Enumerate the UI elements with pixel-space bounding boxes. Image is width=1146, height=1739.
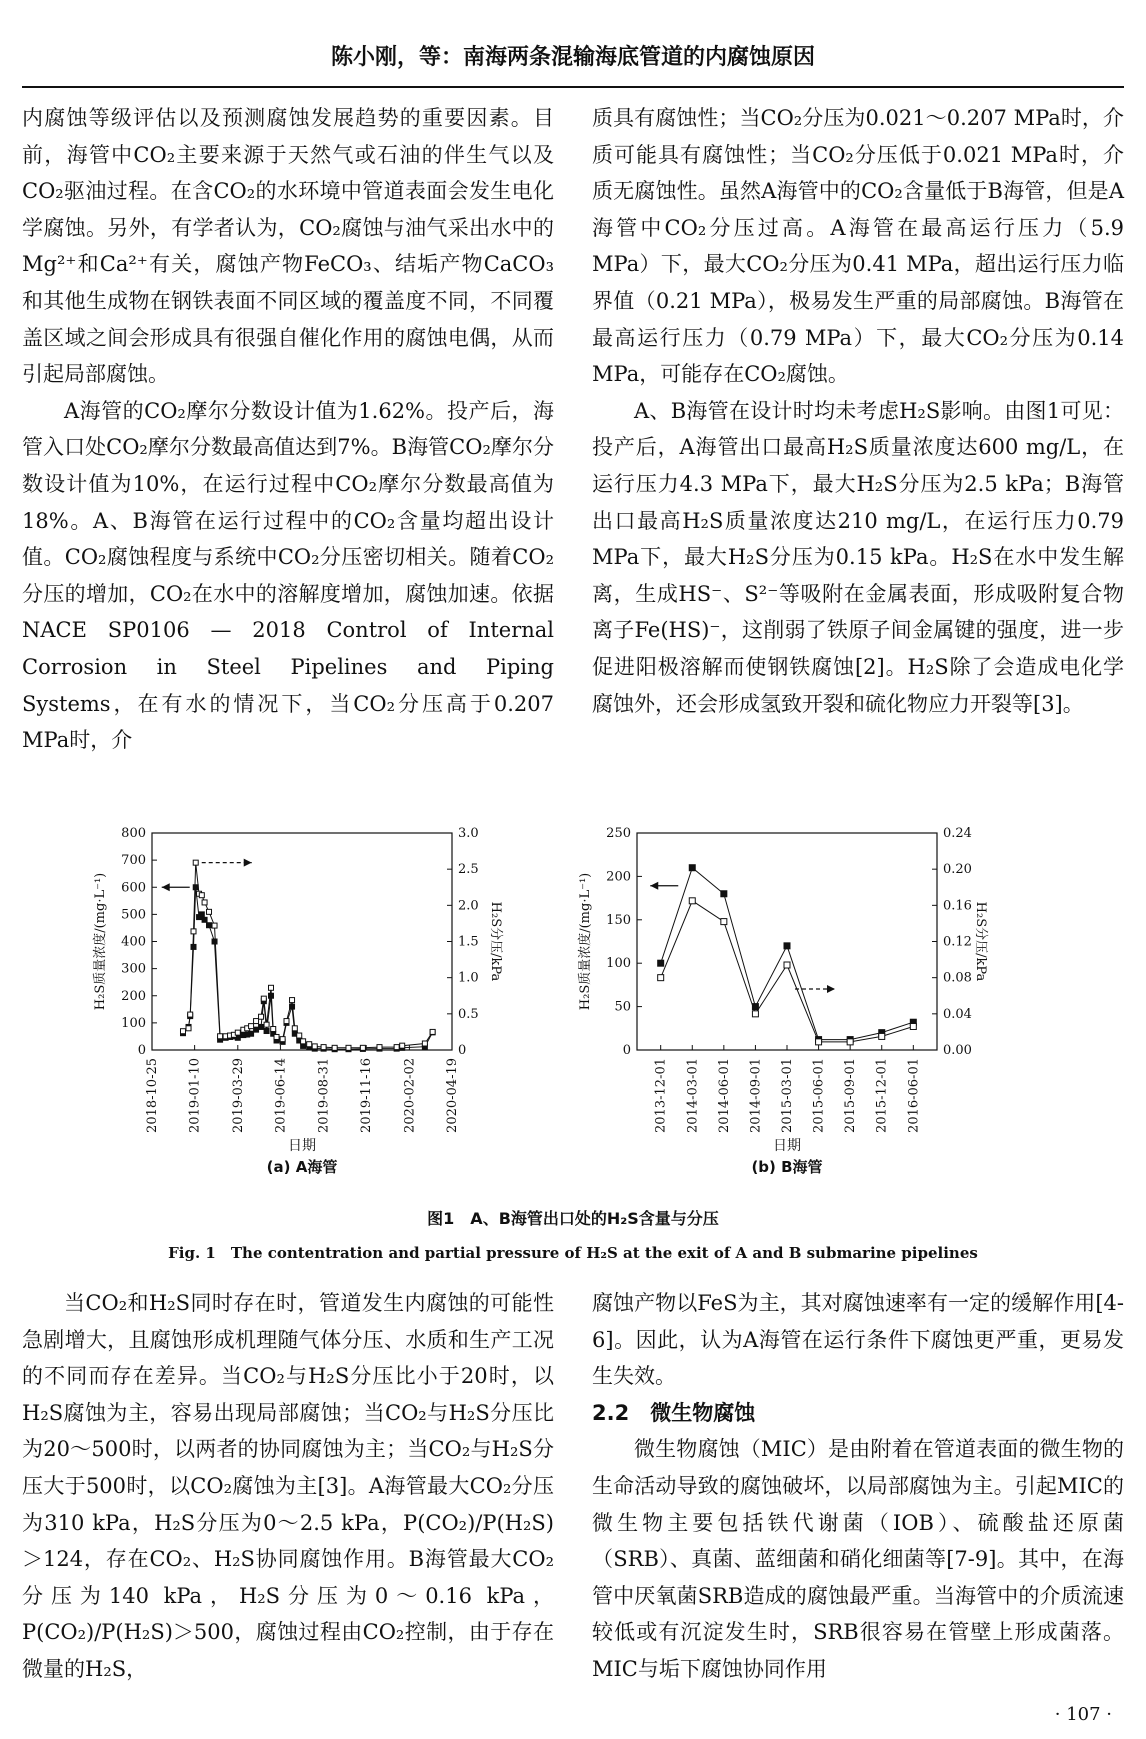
data-point	[180, 1029, 185, 1034]
x-axis-label: 日期	[773, 1138, 801, 1154]
data-point	[307, 1042, 312, 1047]
paragraph: 腐蚀产物以FeS为主，其对腐蚀速率有一定的缓解作用[4-6]。因此，认为A海管在运行条件下腐蚀更严重，更易发生失效。	[592, 1291, 1124, 1389]
left-axis-arrow-head	[650, 882, 658, 890]
running-header: 陈小刚，等：南海两条混输海底管道的内腐蚀原因	[330, 44, 815, 70]
chart-subtitle: (a) A海管	[266, 1158, 338, 1176]
left-axis-tick-label: 0	[137, 1043, 146, 1058]
data-point	[847, 1039, 853, 1045]
series-line	[661, 868, 914, 1040]
data-point	[816, 1039, 822, 1045]
x-axis-tick-label: 2020-02-02	[402, 1058, 418, 1133]
x-axis-tick-label: 2013-12-01	[653, 1058, 669, 1133]
data-point	[212, 939, 217, 944]
data-point	[264, 1029, 269, 1034]
x-axis-tick-label: 2015-09-01	[843, 1058, 859, 1133]
right-axis-tick-label: 0.24	[943, 826, 972, 841]
data-point	[290, 998, 295, 1003]
left-axis-tick-label: 400	[121, 934, 146, 950]
x-axis-tick-label: 2014-06-01	[716, 1058, 732, 1133]
right-axis-label: H₂S分压/kPa	[488, 901, 503, 982]
data-point	[658, 975, 664, 981]
data-point	[400, 1043, 405, 1048]
data-point	[186, 1026, 191, 1031]
data-point	[346, 1045, 351, 1050]
data-point	[752, 1011, 758, 1017]
data-point	[202, 900, 207, 905]
paragraph: 质具有腐蚀性；当CO₂分压为0.021～0.207 MPa时，介质可能具有腐蚀性；当CO₂分压低于0.021 MPa时，介质无腐蚀性。虽然A海管中的CO₂含量低于B海管，但是A海管中CO₂分压过高。A海管在最高运行压力（5.9 MPa）下，最大CO₂分压为0.41 MPa，超出运行压力临界值（0.21 MPa），极易发生严重的局部腐蚀。B海管在最高运行压力（0.79 MPa）下，最大CO₂分压为0.14 MPa，可能存在CO₂腐蚀。	[592, 106, 1124, 387]
left-axis-tick-label: 200	[606, 869, 631, 885]
data-point	[360, 1045, 365, 1050]
data-point	[218, 1034, 223, 1039]
x-axis-tick-label: 2019-11-16	[359, 1058, 375, 1133]
left-axis-label: H₂S质量浓度/(mg·L⁻¹)	[578, 872, 593, 1011]
data-point	[301, 1039, 306, 1044]
page-number: · 107 ·	[1054, 1704, 1112, 1725]
left-axis-tick-label: 500	[121, 907, 146, 923]
left-axis-tick-label: 200	[121, 988, 146, 1004]
left-axis-tick-label: 0	[622, 1043, 631, 1058]
data-point	[199, 912, 204, 917]
body-top-right-column	[592, 100, 1124, 722]
data-point	[321, 1045, 326, 1050]
body-top-left-column	[22, 100, 554, 759]
right-axis-tick-label: 1.5	[458, 934, 479, 950]
paragraph: A海管的CO₂摩尔分数设计值为1.62%。投产后，海管入口处CO₂摩尔分数最高值达到7%。B海管CO₂摩尔分数设计值为10%，在运行过程中CO₂摩尔分数最高值为18%。A、B海管在运行过程中的CO₂含量均超出设计值。CO₂腐蚀程度与系统中CO₂分压密切相关。随着CO₂分压的增加，CO₂在水中的溶解度增加，腐蚀加速。依据NACE SP0106 — 2018 Control of Internal Corrosion in Steel Pipelines and Piping Systems，在有水的情况下，当CO₂分压高于0.207 MPa时，介	[22, 398, 554, 753]
data-point	[254, 1019, 259, 1024]
right-axis-tick-label: 0.00	[943, 1043, 972, 1058]
x-axis-tick-label: 2019-06-14	[273, 1058, 289, 1133]
right-axis-tick-label: 0.04	[943, 1006, 972, 1022]
left-axis-tick-label: 700	[121, 853, 146, 869]
x-axis-tick-label: 2019-03-29	[230, 1058, 246, 1133]
data-point	[910, 1023, 916, 1029]
right-axis-tick-label: 3.0	[458, 826, 479, 841]
paragraph: A、B海管在设计时均未考虑H₂S影响。由图1可见：投产后，A海管出口最高H₂S质量浓度达600 mg/L，在运行压力4.3 MPa下，最大H₂S分压为2.5 kPa；B海管出口最高H₂S质量浓度达210 mg/L，在运行压力0.79 MPa下，最大H₂S分压为0.15 kPa。H₂S在水中发生解离，生成HS⁻、S²⁻等吸附在金属表面，形成吸附复合物离子Fe(HS)⁻，这削弱了铁原子间金属键的强度，进一步促进阳极溶解而使钢铁腐蚀[2]。H₂S除了会造成电化学腐蚀外，还会形成氢致开裂和硫化物应力开裂等[3]。	[592, 398, 1124, 716]
data-point	[422, 1041, 427, 1046]
chart-subtitle: (b) B海管	[751, 1158, 823, 1176]
data-point	[212, 923, 217, 928]
x-axis-tick-label: 2015-12-01	[874, 1058, 890, 1133]
data-point	[199, 893, 204, 898]
x-axis-tick-label: 2019-08-31	[316, 1058, 332, 1133]
data-point	[430, 1029, 435, 1034]
header-rule	[22, 86, 1124, 88]
data-point	[193, 860, 198, 865]
x-axis-tick-label: 2019-01-10	[187, 1058, 203, 1133]
body-bottom-left-column	[22, 1285, 554, 1688]
figure-caption-cn: 图1 A、B海管出口处的H₂S含量与分压	[427, 1209, 719, 1228]
data-point	[689, 898, 695, 904]
x-axis-tick-label: 2014-03-01	[685, 1058, 701, 1133]
body-bottom-right-column	[592, 1285, 1124, 1688]
right-axis-tick-label: 0	[458, 1043, 467, 1058]
paragraph: 微生物腐蚀（MIC）是由附着在管道表面的微生物的生命活动导致的腐蚀破坏，以局部腐蚀为主。引起MIC的微生物主要包括铁代谢菌（IOB）、硫酸盐还原菌（SRB）、真菌、蓝细菌和硝化细菌等[7-9]。其中，在海管中厌氧菌SRB造成的腐蚀最严重。当海管中的介质流速较低或有沉淀发生时，SRB很容易在管壁上形成菌落。MIC与垢下腐蚀协同作用	[592, 1437, 1124, 1681]
right-axis-tick-label: 1.0	[458, 970, 479, 986]
data-point	[191, 929, 196, 934]
series-line	[183, 863, 433, 1048]
data-point	[292, 1026, 297, 1031]
left-axis-tick-label: 800	[121, 826, 146, 841]
data-point	[297, 1033, 302, 1038]
data-point	[261, 996, 266, 1001]
section-title: 2.2 微生物腐蚀	[592, 1400, 756, 1425]
x-axis-tick-label: 2020-04-19	[445, 1058, 460, 1133]
data-point	[721, 891, 727, 897]
left-axis-label: H₂S质量浓度/(mg·L⁻¹)	[93, 872, 108, 1011]
right-axis-arrow-head	[827, 985, 835, 993]
data-point	[207, 909, 212, 914]
right-axis-tick-label: 2.5	[458, 862, 479, 878]
data-point	[271, 1027, 276, 1032]
figure-1-chart-a	[90, 815, 570, 1200]
x-axis-tick-label: 2015-06-01	[811, 1058, 827, 1133]
left-axis-arrow-head	[162, 883, 170, 891]
data-point	[207, 923, 212, 928]
right-axis-tick-label: 0.08	[943, 970, 972, 986]
data-point	[269, 985, 274, 990]
figure-1-chart-b	[575, 815, 1055, 1200]
data-point	[235, 1030, 240, 1035]
x-axis-tick-label: 2015-03-01	[780, 1058, 795, 1133]
data-point	[188, 1012, 193, 1017]
data-point	[689, 865, 695, 871]
data-point	[879, 1033, 885, 1039]
data-point	[280, 1037, 285, 1042]
data-point	[284, 1019, 289, 1024]
left-axis-tick-label: 600	[121, 880, 146, 896]
data-point	[332, 1045, 337, 1050]
paragraph: 内腐蚀等级评估以及预测腐蚀发展趋势的重要因素。目前，海管中CO₂主要来源于天然气或石油的伴生气以及CO₂驱油过程。在含CO₂的水环境中管道表面会发生电化学腐蚀。另外，有学者认为，CO₂腐蚀与油气采出水中的Mg²⁺和Ca²⁺有关，腐蚀产物FeCO₃、结垢产物CaCO₃和其他生成物在钢铁表面不同区域的覆盖度不同，不同覆盖区域之间会形成具有很强自催化作用的腐蚀电偶，从而引起局部腐蚀。	[22, 106, 554, 387]
right-axis-label: H₂S分压/kPa	[973, 901, 988, 982]
data-point	[377, 1045, 382, 1050]
left-axis-tick-label: 100	[121, 1015, 146, 1031]
data-point	[193, 885, 198, 890]
left-axis-tick-label: 50	[614, 999, 631, 1015]
right-axis-tick-label: 0.16	[943, 898, 972, 914]
data-point	[274, 1034, 279, 1039]
x-axis-label: 日期	[288, 1138, 316, 1154]
x-axis-tick-label: 2014-09-01	[748, 1058, 764, 1133]
data-point	[191, 944, 196, 949]
series-line	[661, 901, 914, 1042]
left-axis-tick-label: 300	[121, 961, 146, 977]
right-axis-tick-label: 0.5	[458, 1006, 479, 1022]
data-point	[264, 1022, 269, 1027]
series-line	[183, 887, 433, 1049]
data-point	[721, 919, 727, 925]
data-point	[254, 1027, 259, 1032]
figure-caption-en: Fig. 1 The contentration and partial pressure of H₂S at the exit of A and B submarine pipelines	[168, 1244, 978, 1262]
data-point	[658, 960, 664, 966]
right-axis-tick-label: 0.20	[943, 862, 972, 878]
data-point	[202, 917, 207, 922]
data-point	[784, 943, 790, 949]
right-axis-tick-label: 2.0	[458, 898, 479, 914]
data-point	[394, 1045, 399, 1050]
data-point	[312, 1044, 317, 1049]
plot-frame	[637, 833, 937, 1050]
data-point	[259, 1014, 264, 1019]
right-axis-tick-label: 0.12	[943, 934, 972, 950]
data-point	[259, 1024, 264, 1029]
x-axis-tick-label: 2018-10-25	[145, 1058, 160, 1133]
left-axis-tick-label: 250	[606, 826, 631, 841]
paragraph: 当CO₂和H₂S同时存在时，管道发生内腐蚀的可能性急剧增大，且腐蚀形成机理随气体分压、水质和生产工况的不同而存在差异。当CO₂与H₂S分压比小于20时，以H₂S腐蚀为主，容易出现局部腐蚀；当CO₂与H₂S分压比为20～500时，以两者的协同腐蚀为主；当CO₂与H₂S分压大于500时，以CO₂腐蚀为主[3]。A海管最大CO₂分压为310 kPa，H₂S分压为0～2.5 kPa，P(CO₂)/P(H₂S)＞124，存在CO₂、H₂S协同腐蚀作用。B海管最大CO₂分压为140 kPa，H₂S分压为0～0.16 kPa，P(CO₂)/P(H₂S)＞500，腐蚀过程由CO₂控制，由于存在微量的H₂S，	[22, 1291, 554, 1681]
left-axis-tick-label: 150	[606, 912, 631, 928]
right-axis-arrow-head	[244, 859, 252, 867]
data-point	[784, 962, 790, 968]
x-axis-tick-label: 2016-06-01	[906, 1058, 922, 1133]
data-point	[249, 1031, 254, 1036]
data-point	[249, 1024, 254, 1029]
left-axis-tick-label: 100	[606, 956, 631, 972]
